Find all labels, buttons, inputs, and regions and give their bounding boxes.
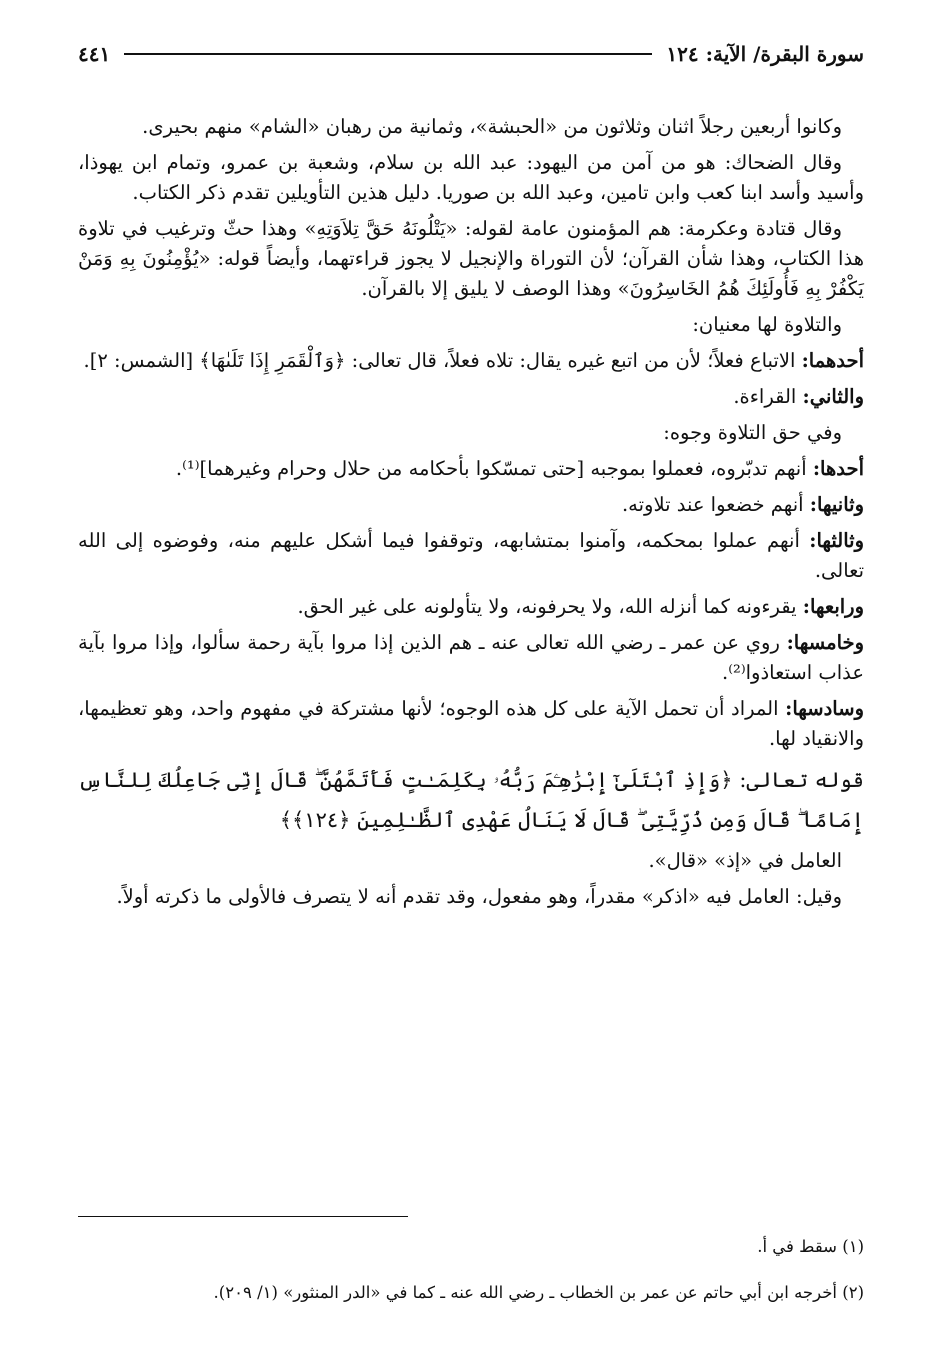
header-rule [124,53,652,55]
paragraph: أحدها: أنهم تدبّروه، فعملوا بموجبه [حتى تمسّكوا بأحكامه من حلال وحرام وغيرهما]⁽¹⁾. [175,457,864,480]
main-text [78,112,864,912]
quran-verse: قوله تعالى: ﴿وَإِذِ ٱبْتَلَىٰٓ إِبْرَٰهِـۧمَ رَبُّهُۥ بِكَلِمَـٰتٍ فَأَتَمَّهُنَّ ۖ قَالَ إِنِّى جَاعِلُكَ لِلنَّاسِ إِمَامًا ۖ قَالَ وَمِن ذُرِّيَّتِى ۖ قَالَ لَا يَنَالُ عَهْدِى ٱلظَّـٰلِمِينَ ﴿١٢٤﴾﴾ [78,768,864,832]
paragraph: وثانيها: أنهم خضعوا عند تلاوته. [621,493,864,516]
footnote-divider [78,1216,408,1217]
paragraph: وسادسها: المراد أن تحمل الآية على كل هذه الوجوه؛ لأنها مشتركة في مفهوم واحد، وهو تعظيمها، والانقياد لها. [78,697,864,750]
footnote: (١) سقط في أ. [757,1237,864,1256]
paragraph: والثاني: القراءة. [733,385,864,408]
page [78,38,864,1302]
paragraph: وكانوا أربعين رجلاً اثنان وثلاثون من «الحبشة»، وثمانية من رهبان «الشام» منهم بحيرى. [142,115,842,138]
page-header [78,38,864,70]
footnote: (٢) أخرجه ابن أبي حاتم عن عمر بن الخطاب ـ رضي الله عنه ـ كما في «الدر المنثور» (١/ ٢٠٩). [213,1283,864,1302]
paragraph: وقيل: العامل فيه «اذكر» مقدراً، وهو مفعول، وقد تقدم أنه لا يتصرف فالأولى ما ذكرته أولاً. [116,885,842,908]
paragraph: العامل في «إذ» «قال». [648,849,842,872]
paragraph: وثالثها: أنهم عملوا بمحكمه، وآمنوا بمتشابهه، وتوقفوا فيما أشكل عليهم منه، وفوضوه إلى الله تعالى. [78,529,864,582]
surah-verse-title: سورة البقرة/ الآية: ١٢٤ [666,42,864,66]
paragraph: وقال قتادة وعكرمة: هم المؤمنون عامة لقوله: «يَتْلُونَهُ حَقَّ تِلاَوَتِهِ» وهذا حثّ وترغيب في تلاوة هذا الكتاب، وهذا شأن القرآن؛ لأن التوراة والإنجيل لا يجوز قراءتهما، وأيضاً قوله: «يُؤْمِنُونَ بِهِ وَمَنْ يَكْفُرْ بِهِ فَأُولَئِكَ هُمُ الخَاسِرُونَ» وهذا الوصف لا يليق إلا بالقرآن. [78,217,864,300]
footnotes [78,1234,864,1326]
paragraph: وفي حق التلاوة وجوه: [663,421,842,444]
paragraph: ورابعها: يقرءونه كما أنزله الله، ولا يحرفونه، ولا يتأولونه على غير الحق. [297,595,864,618]
paragraph: أحدهما: الاتباع فعلاً؛ لأن من اتبع غيره يقال: تلاه فعلاً، قال تعالى: ﴿وَٱلْقَمَرِ إِذَا تَلَىٰهَا﴾ [الشمس: ٢]. [83,349,864,372]
paragraph: والتلاوة لها معنيان: [692,313,842,336]
page-number: ٤٤١ [78,42,111,66]
paragraph: وخامسها: روي عن عمر ـ رضي الله تعالى عنه ـ هم الذين إذا مروا بآية رحمة سألوا، وإذا مروا بآية عذاب استعاذوا⁽²⁾. [78,631,864,684]
paragraph: وقال الضحاك: هو من آمن من اليهود: عبد الله بن سلام، وشعبة بن عمرو، وتمام ابن يهوذا، وأسيد وأسد ابنا كعب وابن تامين، وعبد الله بن صوريا. دليل هذين التأويلين تقدم ذكر الكتاب. [78,151,864,204]
